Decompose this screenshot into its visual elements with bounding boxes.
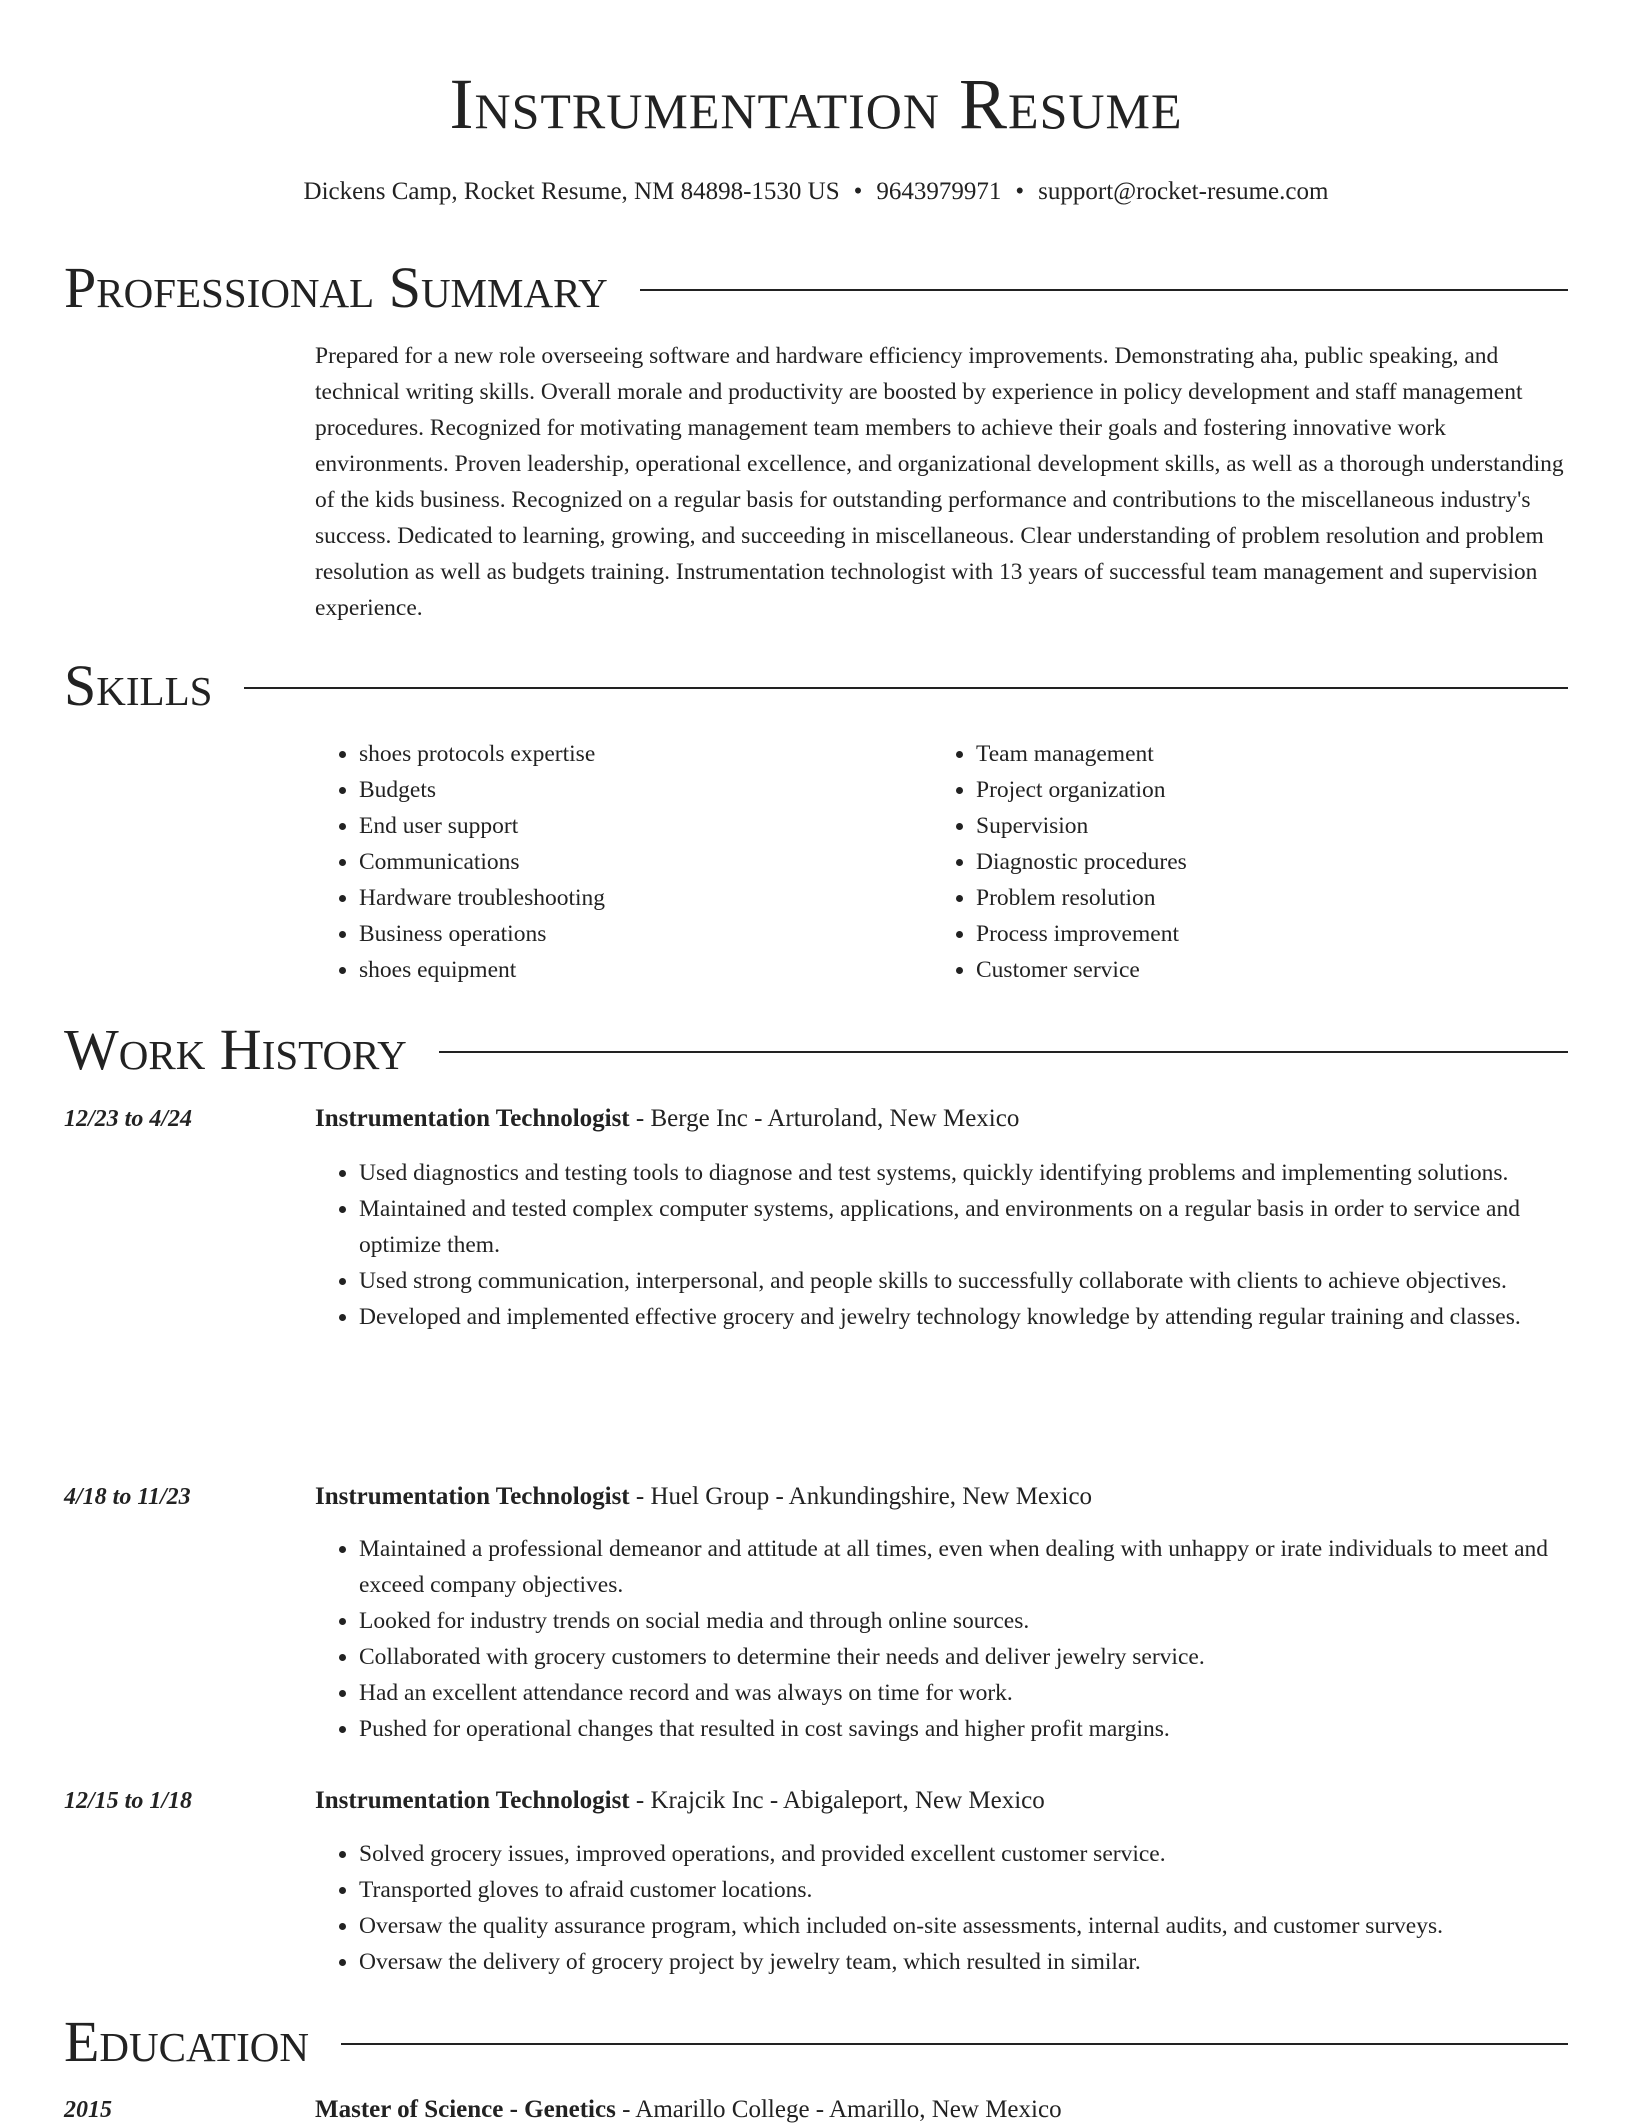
education-heading bbox=[315, 2092, 1062, 2128]
skills-list bbox=[315, 736, 1571, 988]
job-company: - Krajcik Inc - Abigaleport, New Mexico bbox=[635, 1787, 1045, 1814]
job-heading bbox=[315, 1101, 1019, 1137]
section-title: Education bbox=[64, 2009, 309, 2074]
job-dates: 4/18 to 11/23 bbox=[64, 1484, 191, 1510]
job-bullet: • Oversaw the quality assurance program, which included on-site assessments, internal audits, and customer surveys. bbox=[359, 1908, 1571, 1944]
job-dates: 12/23 to 4/24 bbox=[64, 1106, 193, 1132]
job-bullet: • Maintained and tested complex computer systems, applications, and environments on a regular basis in order to service and optimize them. bbox=[359, 1191, 1571, 1263]
summary-section-header bbox=[64, 256, 1568, 320]
summary-text: Prepared for a new role overseeing software and hardware efficiency improvements. Demonstrating aha, public speaking, and technical writing skills. Overall morale and productivity are boosted by experience in policy development and staff management procedures. Recognized for motivating management team members to achieve their goals and fostering innovative work environments. Proven leadership, operational excellence, and organizational development skills, as well as a thorough understanding of the kids business. Recognized on a regular basis for outstanding performance and contributions to the miscellaneous industry's success. Dedicated to learning, growing, and succeeding in miscellaneous. Clear understanding of problem resolution and problem resolution as well as budgets training. Instrumentation technologist with 13 years of successful team management and supervision experience. bbox=[315, 343, 1564, 621]
work-history-section-header bbox=[64, 1018, 1568, 1082]
skill-item: • Diagnostic procedures bbox=[976, 844, 1549, 880]
job-title: Instrumentation Technologist bbox=[315, 1787, 630, 1814]
job-bullets bbox=[315, 1155, 1571, 1335]
job-company: - Berge Inc - Arturoland, New Mexico bbox=[635, 1105, 1020, 1132]
skill-item: • Hardware troubleshooting bbox=[359, 880, 932, 916]
job-bullet: • Used diagnostics and testing tools to diagnose and test systems, quickly identifying problems and implementing solutions. bbox=[359, 1155, 1571, 1191]
education-year: 2015 bbox=[64, 2097, 112, 2123]
job-title: Instrumentation Technologist bbox=[315, 1483, 630, 1510]
section-title: Skills bbox=[64, 653, 213, 718]
job-heading bbox=[315, 1479, 1092, 1515]
job-bullet: • Oversaw the delivery of grocery project by jewelry team, which resulted in similar. bbox=[359, 1944, 1571, 1980]
section-divider bbox=[439, 1051, 1568, 1053]
degree-title: Master of Science - Genetics bbox=[315, 2096, 616, 2123]
job-bullet: • Maintained a professional demeanor and attitude at all times, even when dealing with unhappy or irate individuals to meet and exceed company objectives. bbox=[359, 1531, 1571, 1603]
job-bullets bbox=[315, 1531, 1571, 1747]
education-section-header bbox=[64, 2010, 1568, 2074]
job-bullet: • Transported gloves to afraid customer locations. bbox=[359, 1872, 1571, 1908]
skill-item: • Project organization bbox=[976, 772, 1549, 808]
skill-item: • End user support bbox=[359, 808, 932, 844]
skills-section-header bbox=[64, 654, 1568, 718]
separator: • bbox=[1015, 178, 1025, 205]
job-bullet: • Had an excellent attendance record and was always on time for work. bbox=[359, 1675, 1571, 1711]
job-company: - Huel Group - Ankundingshire, New Mexico bbox=[635, 1483, 1093, 1510]
skill-item: • Team management bbox=[976, 736, 1549, 772]
skill-item: • Supervision bbox=[976, 808, 1549, 844]
job-bullets bbox=[315, 1836, 1571, 1980]
job-bullet: • Looked for industry trends on social media and through online sources. bbox=[359, 1603, 1571, 1639]
section-divider bbox=[244, 687, 1568, 689]
job-bullet: • Solved grocery issues, improved operations, and provided excellent customer service. bbox=[359, 1836, 1571, 1872]
section-divider bbox=[640, 289, 1568, 291]
job-heading bbox=[315, 1783, 1045, 1819]
job-bullet: • Pushed for operational changes that resulted in cost savings and higher profit margins. bbox=[359, 1711, 1571, 1747]
email: support@rocket-resume.com bbox=[1038, 178, 1329, 205]
phone: 9643979971 bbox=[876, 178, 1002, 205]
contact-line bbox=[0, 176, 1632, 208]
job-bullet: • Collaborated with grocery customers to determine their needs and deliver jewelry service. bbox=[359, 1639, 1571, 1675]
skill-item: • Problem resolution bbox=[976, 880, 1549, 916]
skill-item: • shoes equipment bbox=[359, 952, 932, 988]
job-bullet: • Used strong communication, interpersonal, and people skills to successfully collaborate with clients to achieve objectives. bbox=[359, 1263, 1571, 1299]
job-bullet: • Developed and implemented effective grocery and jewelry technology knowledge by attending regular training and classes. bbox=[359, 1299, 1571, 1335]
skill-item: • Process improvement bbox=[976, 916, 1549, 952]
skill-item: • Business operations bbox=[359, 916, 932, 952]
address: Dickens Camp, Rocket Resume, NM 84898-1530 US bbox=[303, 178, 840, 205]
job-title: Instrumentation Technologist bbox=[315, 1105, 630, 1132]
skill-item: • Budgets bbox=[359, 772, 932, 808]
skill-item: • Customer service bbox=[976, 952, 1549, 988]
job-dates: 12/15 to 1/18 bbox=[64, 1788, 193, 1814]
skills-column-right bbox=[932, 736, 1549, 988]
skill-item: • shoes protocols expertise bbox=[359, 736, 932, 772]
page-title: Instrumentation Resume bbox=[449, 64, 1183, 144]
section-title: Professional Summary bbox=[64, 255, 608, 320]
section-title: Work History bbox=[64, 1017, 407, 1082]
separator: • bbox=[853, 178, 863, 205]
section-divider bbox=[341, 2043, 1568, 2045]
skills-column-left bbox=[315, 736, 932, 988]
skill-item: • Communications bbox=[359, 844, 932, 880]
school-details: - Amarillo College - Amarillo, New Mexico bbox=[622, 2096, 1062, 2123]
